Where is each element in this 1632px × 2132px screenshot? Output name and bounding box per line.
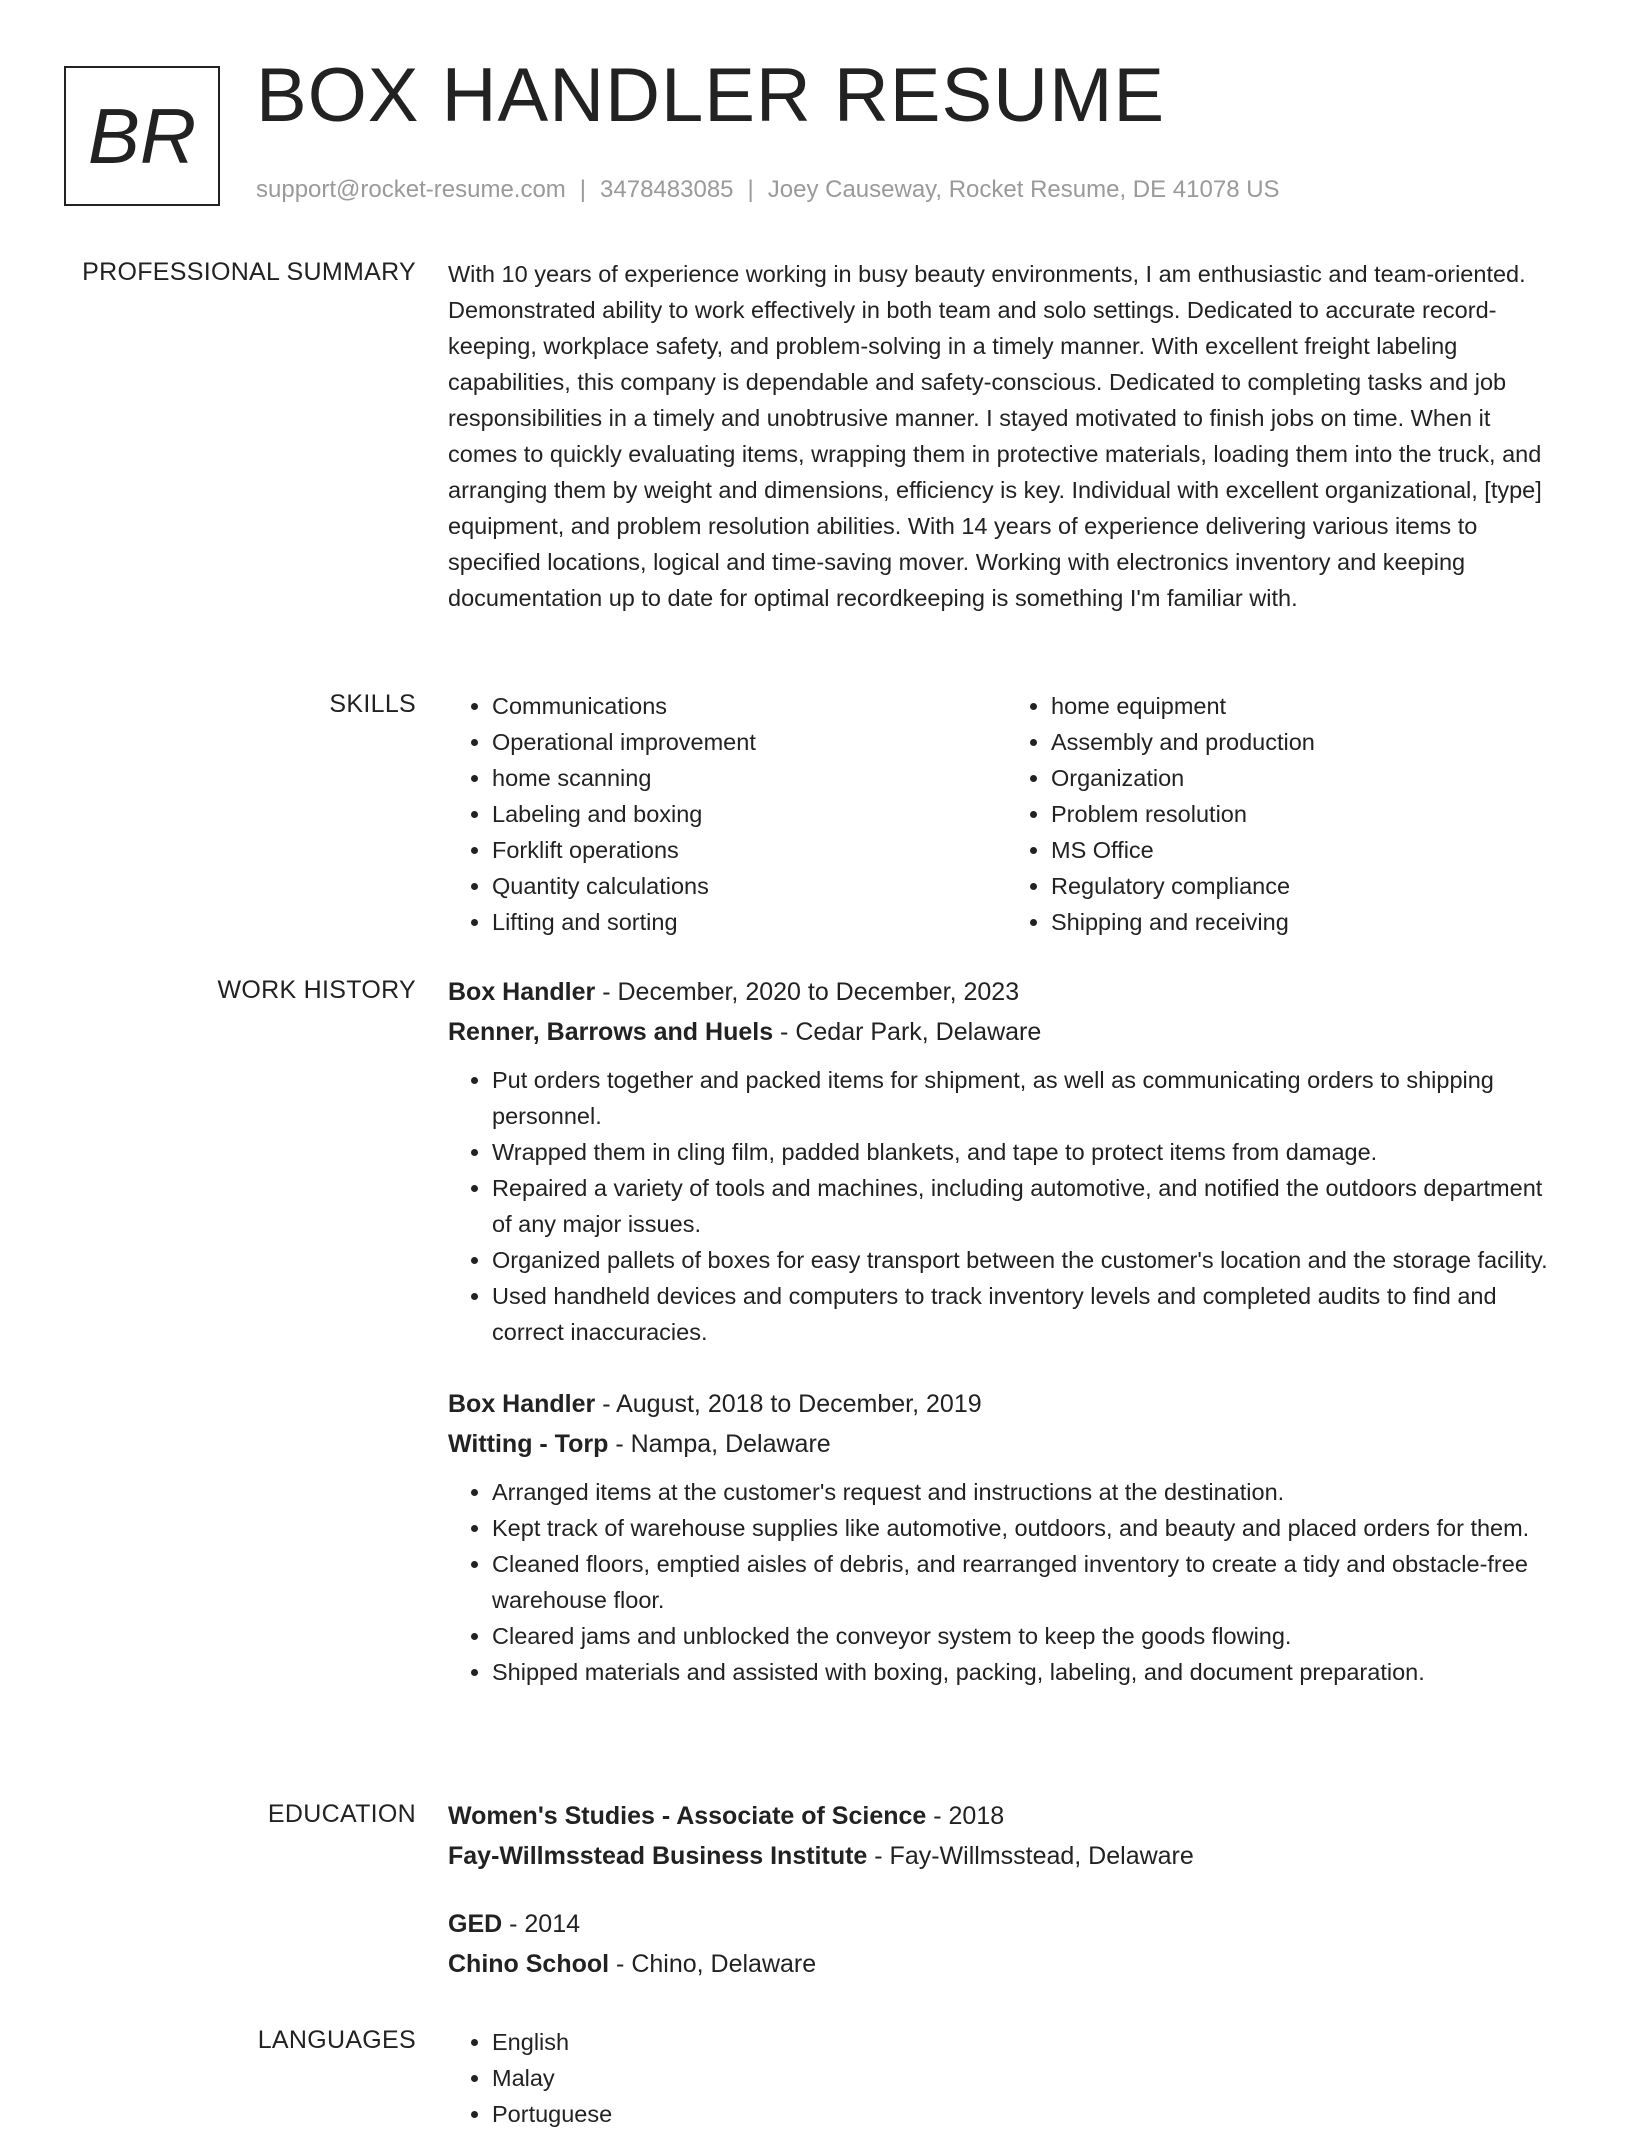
skill-item: • Labeling and boxing <box>492 796 1007 832</box>
summary-body <box>448 256 1566 616</box>
job-company-line <box>448 1424 1566 1464</box>
skill-item: • home scanning <box>492 760 1007 796</box>
monogram-badge: BR <box>64 66 220 206</box>
job-bullets <box>448 1474 1566 1690</box>
education-degree-line <box>448 1904 1566 1944</box>
contact-separator: | <box>747 176 754 203</box>
language-item: • Portuguese <box>492 2096 1566 2132</box>
job-dates: - December, 2020 to December, 2023 <box>595 978 1020 1006</box>
job-bullet: • Put orders together and packed items for shipment, as well as communicating orders to shipping personnel. <box>492 1062 1566 1134</box>
education-year: - 2018 <box>926 1802 1005 1830</box>
skill-item: • Operational improvement <box>492 724 1007 760</box>
skill-item: • Organization <box>1051 760 1566 796</box>
job-title-line <box>448 1384 1566 1424</box>
education-degree: Women's Studies - Associate of Science <box>448 1802 927 1830</box>
job-bullet: • Used handheld devices and computers to track inventory levels and completed audits to find and correct inaccuracies. <box>492 1278 1566 1350</box>
education-location: - Fay-Willmsstead, Delaware <box>867 1842 1194 1870</box>
skills-label: SKILLS <box>329 690 416 718</box>
job-bullet: • Cleaned floors, emptied aisles of debris, and rearranged inventory to create a tidy and obstacle-free warehouse floor. <box>492 1546 1566 1618</box>
skills-list-left <box>448 688 1007 940</box>
languages-body <box>448 2024 1566 2132</box>
job-bullet: • Shipped materials and assisted with boxing, packing, labeling, and document preparation. <box>492 1654 1566 1690</box>
education-degree-line <box>448 1796 1566 1836</box>
job-location: - Cedar Park, Delaware <box>773 1018 1042 1046</box>
work-history-label: WORK HISTORY <box>217 976 416 1004</box>
skill-item: • Lifting and sorting <box>492 904 1007 940</box>
summary-label: PROFESSIONAL SUMMARY <box>82 258 416 286</box>
job-entry <box>448 972 1566 1350</box>
languages-label: LANGUAGES <box>257 2026 416 2054</box>
contact-address: Joey Causeway, Rocket Resume, DE 41078 US <box>767 176 1280 203</box>
language-item: • English <box>492 2024 1566 2060</box>
skills-list-right <box>1007 688 1566 940</box>
education-degree: GED <box>448 1910 503 1938</box>
skill-item: • home equipment <box>1051 688 1566 724</box>
education-location: - Chino, Delaware <box>609 1950 817 1978</box>
skill-item: • Problem resolution <box>1051 796 1566 832</box>
skill-item: • Assembly and production <box>1051 724 1566 760</box>
education-school-line <box>448 1944 1566 1984</box>
resume-header <box>0 0 1632 230</box>
job-entry <box>448 1384 1566 1690</box>
resume-title: BOX HANDLER RESUME <box>256 53 1166 138</box>
skill-item: • Regulatory compliance <box>1051 868 1566 904</box>
job-bullet: • Organized pallets of boxes for easy transport between the customer's location and the storage facility. <box>492 1242 1566 1278</box>
job-bullet: • Wrapped them in cling film, padded blankets, and tape to protect items from damage. <box>492 1134 1566 1170</box>
contact-email: support@rocket-resume.com <box>256 176 566 203</box>
job-company-line <box>448 1012 1566 1052</box>
job-company: Witting - Torp <box>448 1430 609 1458</box>
job-bullet: • Repaired a variety of tools and machines, including automotive, and notified the outdoors department of any major issues. <box>492 1170 1566 1242</box>
contact-line <box>256 176 1280 204</box>
job-bullet: • Kept track of warehouse supplies like automotive, outdoors, and beauty and placed orders for them. <box>492 1510 1566 1546</box>
job-bullet: • Arranged items at the customer's request and instructions at the destination. <box>492 1474 1566 1510</box>
job-title-line <box>448 972 1566 1012</box>
skill-item: • Quantity calculations <box>492 868 1007 904</box>
job-dates: - August, 2018 to December, 2019 <box>595 1390 982 1418</box>
contact-phone: 3478483085 <box>600 176 734 203</box>
skill-item: • MS Office <box>1051 832 1566 868</box>
summary-text: With 10 years of experience working in busy beauty environments, I am enthusiastic and team-oriented. Demonstrated ability to work effectively in both team and solo settings. Dedicated to accurate record-keeping, workplace safety, and problem-solving in a timely manner. With excellent freight labeling capabilities, this company is dependable and safety-conscious. Dedicated to completing tasks and job responsibilities in a timely and unobtrusive manner. I stayed motivated to finish jobs on time. When it comes to quickly evaluating items, wrapping them in protective materials, loading them into the truck, and arranging them by weight and dimensions, efficiency is key. Individual with excellent organizational, [type] equipment, and problem resolution abilities. With 14 years of experience delivering various items to specified locations, logical and time-saving mover. Working with electronics inventory and keeping documentation up to date for optimal recordkeeping is something I'm familiar with. <box>448 261 1542 611</box>
skills-body <box>448 688 1566 940</box>
education-year: - 2014 <box>502 1910 581 1938</box>
job-bullets <box>448 1062 1566 1350</box>
education-school: Chino School <box>448 1950 610 1978</box>
work-history-body <box>448 972 1566 1724</box>
contact-separator: | <box>579 176 587 203</box>
education-school-line <box>448 1836 1566 1876</box>
skill-item: • Communications <box>492 688 1007 724</box>
education-school: Fay-Willmsstead Business Institute <box>448 1842 868 1870</box>
job-title: Box Handler <box>448 978 596 1006</box>
job-location: - Nampa, Delaware <box>608 1430 831 1458</box>
skill-item: • Shipping and receiving <box>1051 904 1566 940</box>
education-body <box>448 1796 1566 2012</box>
education-label: EDUCATION <box>267 1800 416 1828</box>
job-bullet: • Cleared jams and unblocked the conveyor system to keep the goods flowing. <box>492 1618 1566 1654</box>
job-company: Renner, Barrows and Huels <box>448 1018 774 1046</box>
job-title: Box Handler <box>448 1390 596 1418</box>
language-item: • Malay <box>492 2060 1566 2096</box>
education-entry <box>448 1796 1566 1876</box>
languages-list <box>448 2024 1566 2132</box>
skill-item: • Forklift operations <box>492 832 1007 868</box>
education-entry <box>448 1904 1566 1984</box>
